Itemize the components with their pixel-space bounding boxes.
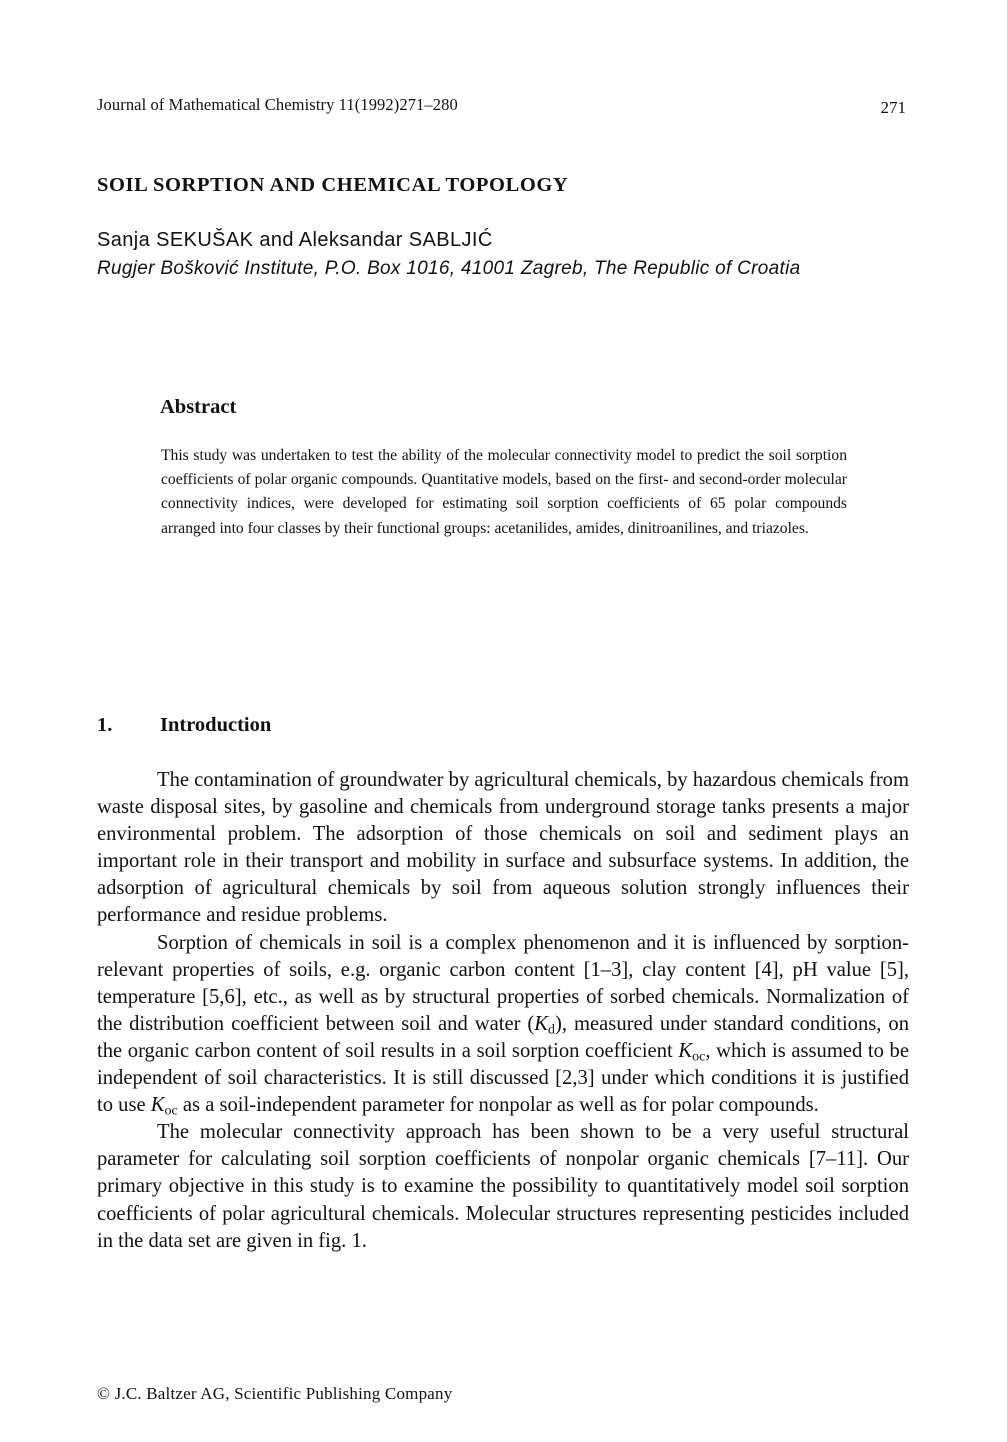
paragraph-2-part-d: as a soil-independent parameter for nonpolar as well as for polar compounds. xyxy=(177,1094,819,1117)
affiliation: Rugjer Bošković Institute, P.O. Box 1016, 41001 Zagreb, The Republic of Croatia xyxy=(97,258,801,279)
kd-subscript: d xyxy=(548,1022,556,1038)
paragraph-1: The contamination of groundwater by agricultural chemicals, by hazardous chemicals from waste disposal sites, by gasoline and chemicals from underground storage tanks presents a major environmental problem. The adsorption of those chemicals on soil and sediment plays an important role in their transport and mobility in surface and subsurface systems. In addition, the adsorption of agricultural chemicals by soil from aqueous solution strongly influences their performance and residue problems. xyxy=(97,769,909,927)
koc-symbol: K xyxy=(678,1039,693,1062)
introduction-body xyxy=(97,767,909,1255)
abstract-heading: Abstract xyxy=(160,396,237,418)
paragraph-2-part-b: ), measured under standard conditions, on the organic carbon content of soil results in a soil sorption coefficient xyxy=(97,1012,910,1062)
journal-citation: Journal of Mathematical Chemistry 11(1992)271–280 xyxy=(97,95,458,114)
koc-subscript: oc xyxy=(692,1049,706,1065)
paper-title: SOIL SORPTION AND CHEMICAL TOPOLOGY xyxy=(97,174,569,196)
koc-symbol-2: K xyxy=(150,1094,165,1117)
paragraph-3: The molecular connectivity approach has been shown to be a very useful structural parameter for calculating soil sorption coefficients of nonpolar organic chemicals [7–11]. Our primary objective in this study is to examine the possibility to quantitatively model soil sorption coefficients of polar agricultural chemicals. Molecular structures representing pesticides included in the data set are given in fig. 1. xyxy=(97,1121,909,1252)
copyright-footer: © J.C. Baltzer AG, Scientific Publishing Company xyxy=(97,1384,453,1403)
kd-symbol: K xyxy=(534,1012,549,1035)
abstract-text: This study was undertaken to test the ability of the molecular connectivity model to predict the soil sorption coefficients of polar organic compounds. Quantitative models, based on the first- and second-order molecular connectivity indices, were developed for estimating soil sorption coefficients of 65 polar compounds arranged into four classes by their functional groups: acetanilides, amides, dinitroanilines, and triazoles. xyxy=(161,447,847,537)
koc-subscript-2: oc xyxy=(164,1103,178,1119)
page-number: 271 xyxy=(880,98,906,117)
authors: Sanja SEKUŠAK and Aleksandar SABLJIĆ xyxy=(97,229,493,251)
section-heading xyxy=(97,714,271,737)
paragraph-2-part-c: , which is assumed to be independent of soil characteristics. It is still discussed [2,3] under which conditions it is justified to use xyxy=(97,1039,909,1117)
paragraph-2 xyxy=(97,930,909,1120)
section-title: Introduction xyxy=(160,714,272,736)
section-number: 1. xyxy=(97,714,113,736)
paragraph-2-part-a: Sorption of chemicals in soil is a complex phenomenon and it is influenced by sorption-relevant properties of soils, e.g. organic carbon content [1–3], clay content [4], pH value [5], temperature [5,6], etc., as well as by structural properties of sorbed chemicals. Normalization of the distribution coefficient between soil and water ( xyxy=(97,931,909,1035)
